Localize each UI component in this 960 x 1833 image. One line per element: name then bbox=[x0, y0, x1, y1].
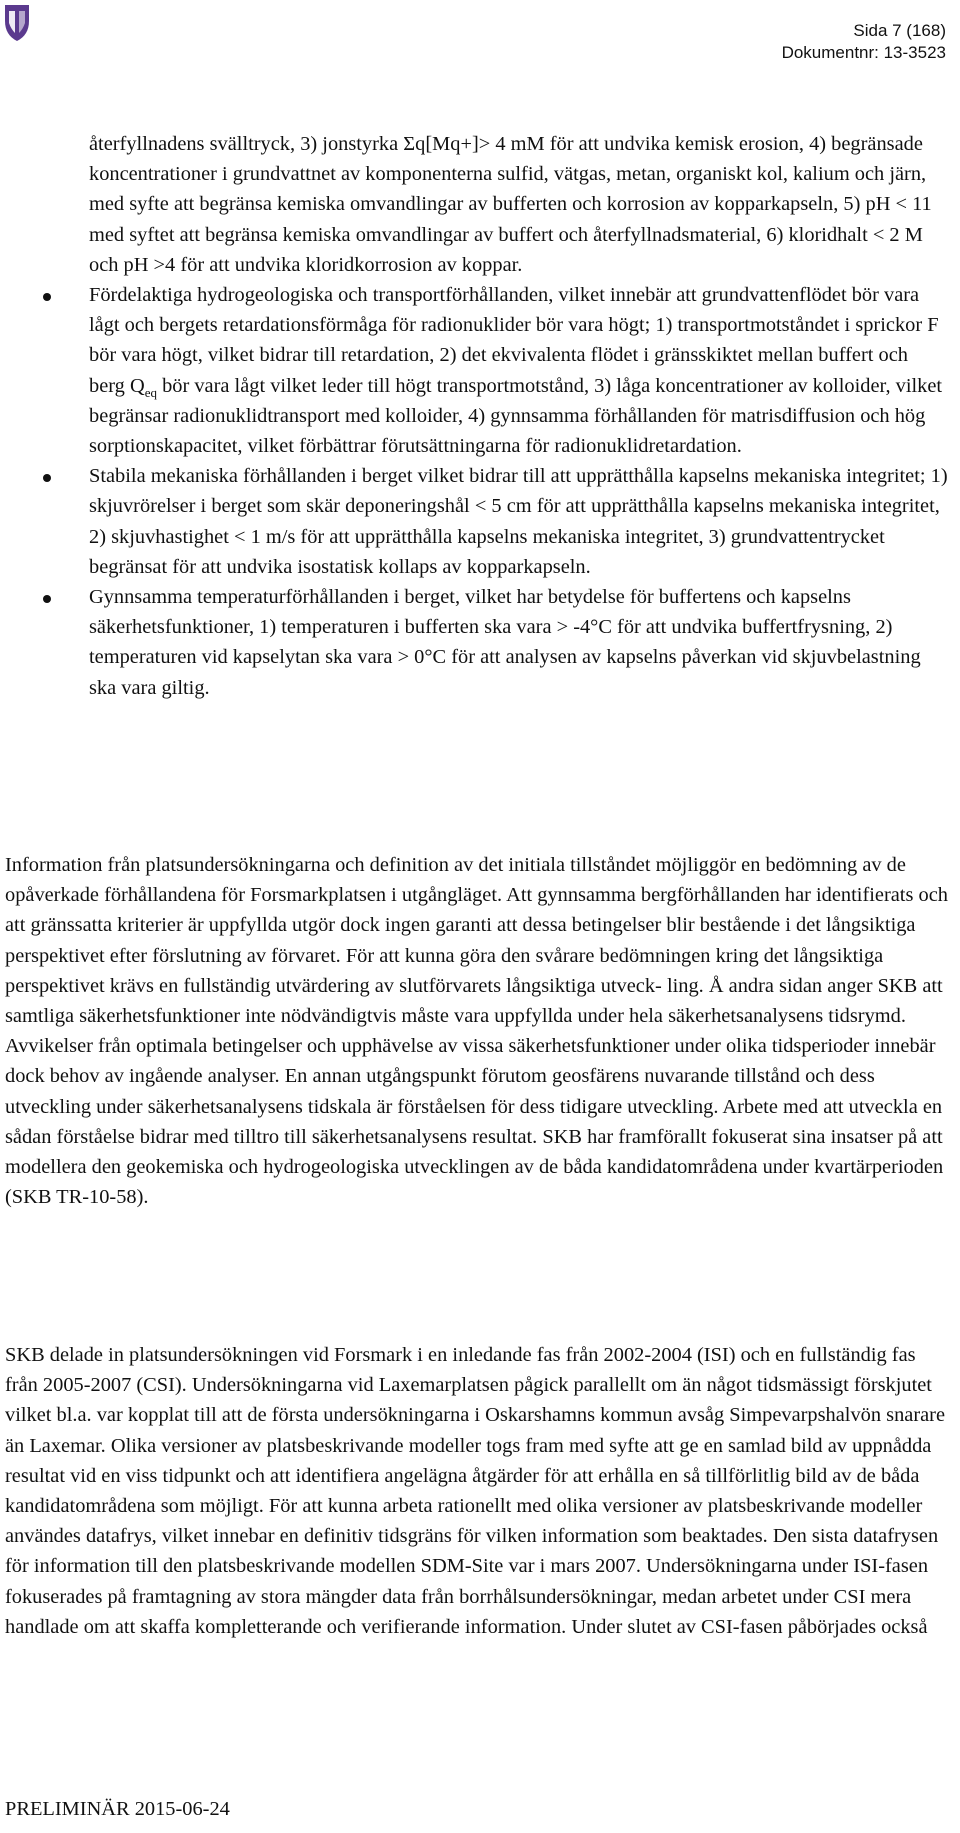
subscript: eq bbox=[144, 384, 157, 400]
list-item bbox=[22, 280, 948, 461]
list-item-text bbox=[89, 280, 948, 461]
bullet-icon bbox=[43, 474, 51, 482]
page-number: Sida 7 (168) bbox=[853, 21, 946, 40]
list-item bbox=[22, 129, 948, 280]
list-item-text: återfyllnadens svälltryck, 3) jonstyrka Σq[Mq+]> 4 mM för att undvika kemisk erosion, 4) begränsade koncentrationer i grundvattnet av komponenterna sulfid, vätgas, metan, organiskt kol, kalium och järn, med syfte att begränsa kemiska omvandlingar av bufferten och korrosion av kopparkapseln, 5) pH < 11 med syftet att begränsa kemiska omvandlingar av buffert och återfyllnadsmaterial, 6) kloridhalt < 2 M och pH >4 för att undvika kloridkorrosion av koppar. bbox=[89, 133, 932, 276]
list-item bbox=[22, 461, 948, 582]
bullet-icon bbox=[43, 595, 51, 603]
bullet-list bbox=[22, 129, 948, 703]
page-header bbox=[782, 20, 946, 64]
list-item bbox=[22, 582, 948, 703]
list-item-text: Gynnsamma temperaturförhållanden i berget, vilket har betydelse för buffertens och kapselns säkerhetsfunktioner, 1) temperaturen i bufferten ska vara > -4°C för att undvika buffertfrysning, 2) temperaturen vid kapselytan ska vara > 0°C för att analysen av kapselns påverkan vid skjuvbelastning ska vara giltig. bbox=[89, 586, 921, 699]
bullet-icon bbox=[43, 293, 51, 301]
body-paragraph: Information från platsundersökningarna och definition av det initiala tillståndet möjliggör en bedömning av de opåverkade förhållandena för Forsmarkplatsen i utgångläget. Att gynnsamma bergförhållanden har identifierats och att gränssatta kriterier är uppfyllda utgör dock ingen garanti att dessa betingelser blir bestående i det långsiktiga perspektivet efter förslutning av förvaret. För att kunna göra den svårare bedömningen kring det långsiktiga perspektivet krävs en fullständig utvärdering av slutförvarets långsiktiga utveck- ling. Å andra sidan anger SKB att samtliga säkerhetsfunktioner inte nödvändigtvis måste vara uppfyllda under hela säkerhetsanalysens tidsrymd. Avvikelser från optimala betingelser och upphävelse av vissa säkerhetsfunktioner under olika tidsperioder innebär dock behov av ingående analyser. En annan utgångspunkt förutom geosfärens nuvarande tillstånd och dess utveckling under säkerhetsanalysens tidskala är förståelsen för dess tidigare utveckling. Arbete med att utveckla en sådan förståelse bidrar med tilltro till säkerhetsanalysens resultat. SKB har framförallt fokuserat sina insatser på att modellera den geokemiska och hydrogeologiska utvecklingen av de båda kandidatområdena under kvartärperioden (SKB TR-10-58). bbox=[5, 854, 948, 1209]
document-number: Dokumentnr: 13-3523 bbox=[781, 43, 946, 62]
footer-draft-label: PRELIMINÄR 2015-06-24 bbox=[5, 1798, 230, 1820]
list-item-text-part: bör vara lågt vilket leder till högt transportmotstånd, 3) låga koncentrationer av kolloider, vilket begränsar radionuklidtransport med kolloider, 4) gynnsamma förhållanden för matrisdiffusion och hög sorptionskapacitet, vilket förbättrar förutsättningarna för radionuklidretardation. bbox=[89, 374, 943, 458]
ssm-logo-icon bbox=[3, 3, 31, 43]
body-paragraph: SKB delade in platsundersökningen vid Forsmark i en inledande fas från 2002-2004 (ISI) och en fullständig fas från 2005-2007 (CSI). Undersökningarna vid Laxemarplatsen pågick parallellt om än något tidsmässigt förskjutet vilket bl.a. var kopplat till att de första undersökningarna i Oskarshamns kommun avsåg Simpevarpshalvön snarare än Laxemar. Olika versioner av platsbeskrivande modeller togs fram med syfte att ge en samlad bild av uppnådda resultat vid en viss tidpunkt och att identifiera angelägna åtgärder för att erhålla en så tillförlitlig bild av de båda kandidatområdena som möjligt. För att kunna arbeta rationellt med olika versioner av platsbeskrivande modeller användes datafrys, vilket innebar en definitiv tidsgräns för vilken information som beaktades. Den sista datafrysen för information till den platsbeskrivande modellen SDM-Site var i mars 2007. Undersökningarna under ISI-fasen fokuserades på framtagning av stora mängder data från borrhålsundersökningar, medan arbetet under CSI mera handlade om att skaffa kompletterande och verifierande information. Under slutet av CSI-fasen påbörjades också bbox=[5, 1344, 946, 1638]
list-item-text-part: Fördelaktiga hydrogeologiska och transportförhållanden, vilket innebär att grundvattenflödet bör vara lågt och bergets retardationsförmåga för radionuklider bör vara högt; 1) transportmotståndet i sprickor F bör vara högt, vilket bidrar till retardation, 2) det ekvivalenta flödet i gränsskiktet mellan buffert och berg Q bbox=[89, 284, 939, 397]
list-item-text: Stabila mekaniska förhållanden i berget vilket bidrar till att upprätthålla kapselns mekaniska integritet; 1) skjuvrörelser i berget som skär deponeringshål < 5 cm för att upprätthålla kapselns mekaniska integritet, 2) skjuvhastighet < 1 m/s för att upprätthålla kapselns mekaniska integritet, 3) grundvattentrycket begränsat för att undvika isostatisk kollaps av kopparkapseln. bbox=[89, 465, 948, 578]
